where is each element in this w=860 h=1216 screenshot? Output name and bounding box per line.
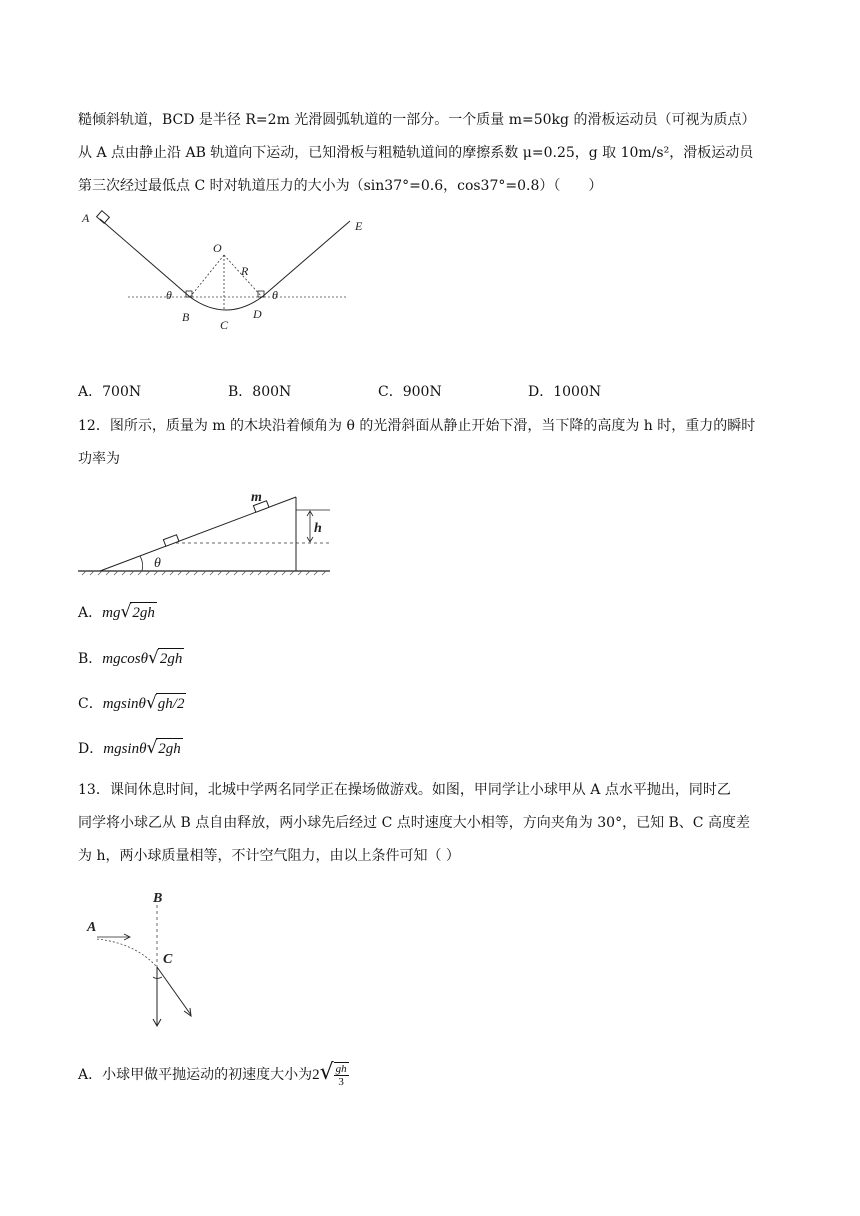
label-a: A <box>82 211 90 225</box>
q13-line-1: 13．课间休息时间，北城中学两名同学正在操场做游戏。如图，甲同学让小球甲从 A 点水平抛出，同时乙 <box>78 782 731 798</box>
q11-option-a: A．700N <box>78 384 142 400</box>
label-b: B <box>182 310 190 324</box>
q13-projectile-figure <box>85 885 210 1030</box>
label-theta-left: θ <box>166 288 172 302</box>
q12-incline-figure <box>78 485 338 580</box>
q12-option-b: B．mgcosθ√2gh <box>78 648 183 668</box>
q12-line-2: 功率为 <box>78 451 120 467</box>
q12-option-a: A．mg√2gh <box>78 602 155 622</box>
sqrt-icon: √ <box>146 738 158 758</box>
sqrt-icon: √ <box>145 693 157 713</box>
incline-de <box>262 221 350 297</box>
sqrt-icon: √ <box>319 1060 334 1085</box>
q11-line-3: 第三次经过最低点 C 时对轨道压力的大小为（sin37°=0.6，cos37°=0.8）（ ） <box>78 178 603 194</box>
q11-line-2: 从 A 点由静止沿 AB 轨道向下运动，已知滑板与粗糙轨道间的摩擦系数 μ=0.25，g 取 10m/s²，滑板运动员 <box>78 145 754 161</box>
sqrt-icon: √ <box>148 648 159 668</box>
incline-ab <box>100 219 190 297</box>
angle-arc <box>140 556 143 571</box>
q11-track-figure <box>78 205 378 340</box>
ball-a-velocity <box>157 967 191 1015</box>
label-h: h <box>314 521 322 536</box>
q13-line-2: 同学将小球乙从 B 点自由释放，两小球先后经过 C 点时速度大小相等，方向夹角为 30°，已知 B、C 高度差 <box>78 815 750 831</box>
label-theta: θ <box>154 556 161 571</box>
arc-bcd <box>190 297 262 310</box>
q12-line-1: 12．图所示，质量为 m 的木块沿着倾角为 θ 的光滑斜面从静止开始下滑，当下降的高度为 h 时，重力的瞬时 <box>78 418 756 434</box>
fraction: $\frac{gh}{3}$ <box>335 1063 347 1088</box>
label-c: C <box>220 318 229 332</box>
q13-line-3: 为 h，两小球质量相等，不计空气阻力，由以上条件可知（ ） <box>78 848 460 864</box>
label-c: C <box>163 952 173 967</box>
label-theta-right: θ <box>272 288 278 302</box>
q11-option-c: C．900N <box>378 384 442 400</box>
label-e: E <box>355 219 363 233</box>
q12-option-c: C．mgsinθ√gh/2 <box>78 693 185 713</box>
q13-option-a: A．小球甲做平抛运动的初速度大小为2√ $\frac{gh}{3}$ <box>78 1060 347 1088</box>
label-o: O <box>213 241 222 255</box>
radius-ob <box>190 255 224 297</box>
q12-option-d: D．mgsinθ√2gh <box>78 738 181 758</box>
q11-line-1: 糙倾斜轨道，BCD 是半径 R=2m 光滑圆弧轨道的一部分。一个质量 m=50kg 的滑板运动员（可视为质点） <box>78 112 756 128</box>
block-lower <box>163 535 179 546</box>
label-b: B <box>153 891 163 906</box>
q11-option-d: D．1000N <box>528 384 602 400</box>
sqrt-icon: √ <box>120 602 132 622</box>
trajectory <box>97 939 157 967</box>
label-a: A <box>87 920 97 935</box>
q11-option-b: B．800N <box>228 384 292 400</box>
label-m: m <box>251 490 262 505</box>
label-d: D <box>253 307 262 321</box>
label-r: R <box>241 264 249 278</box>
